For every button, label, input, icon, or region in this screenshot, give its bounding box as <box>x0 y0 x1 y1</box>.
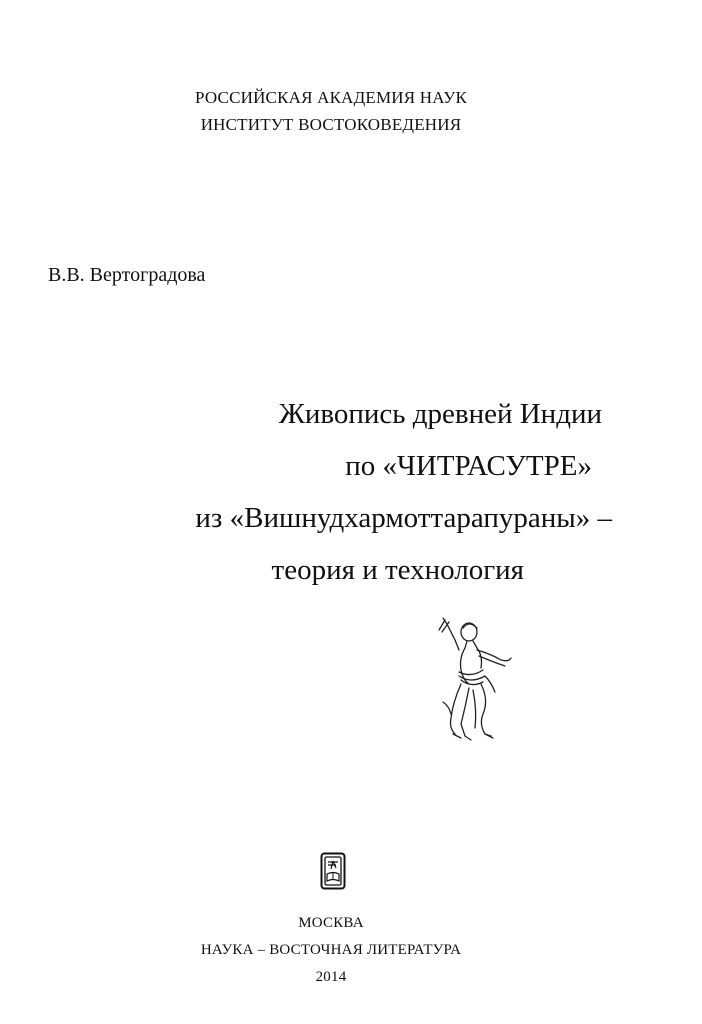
institute-name: ИНСТИТУТ ВОСТОКОВЕДЕНИЯ <box>200 115 462 134</box>
institution-header <box>0 84 662 138</box>
dancing-figure-sketch <box>425 610 515 750</box>
academy-name: РОССИЙСКАЯ АКАДЕМИЯ НАУК <box>194 88 467 107</box>
imprint <box>0 910 662 991</box>
title-line-3: из «Вишнудхармоттарапураны» – <box>195 502 612 534</box>
imprint-year: 2014 <box>315 969 347 985</box>
title-line-4: теория и технология <box>271 554 524 586</box>
publisher-emblem <box>320 852 346 890</box>
title-line-1: Живопись древней Индии <box>278 398 602 430</box>
title-line-2: по «ЧИТРАСУТРЕ» <box>345 450 592 482</box>
book-title <box>12 388 612 596</box>
imprint-city: МОСКВА <box>298 915 364 931</box>
author-name: В.В. Вертоградова <box>48 264 206 286</box>
imprint-publisher: НАУКА – ВОСТОЧНАЯ ЛИТЕРАТУРА <box>200 942 462 958</box>
